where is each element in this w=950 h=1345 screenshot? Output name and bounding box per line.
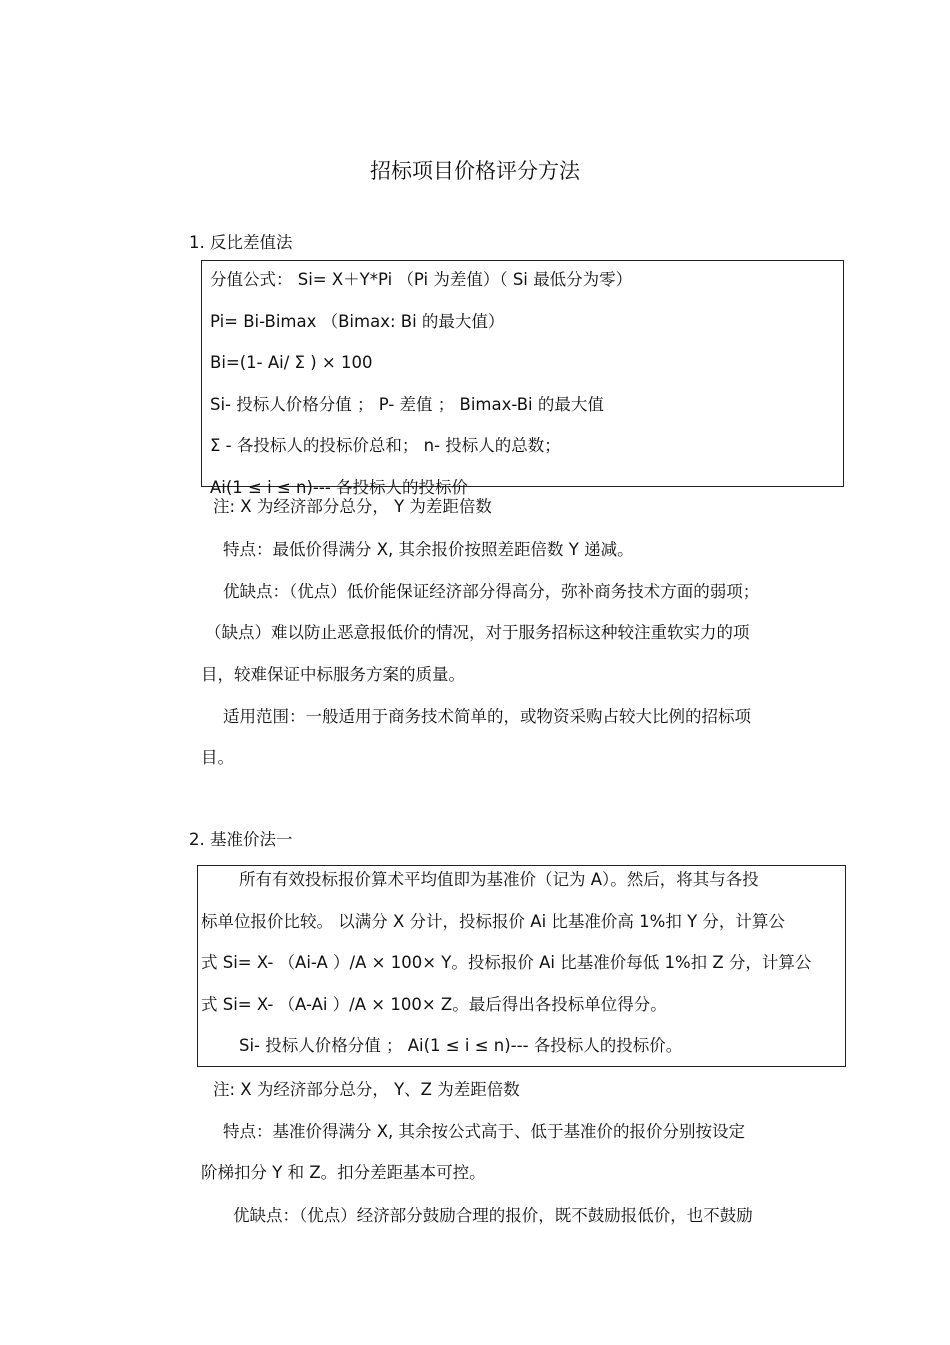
formula-line: 标单位报价比较。 以满分 X 分计，投标报价 Ai 比基准价高 1%扣 Y 分，计算公 [201, 912, 785, 931]
formula-line: Ai(1 ≤ i ≤ n)--- 各投标人的投标价 [210, 478, 469, 497]
page-title: 招标项目价格评分方法 [370, 159, 580, 183]
feature-text: 特点：最低价得满分 X, 其余报价按照差距倍数 Y 递减。 [223, 540, 634, 559]
formula-line: Σ - 各投标人的投标价总和； n- 投标人的总数； [210, 436, 561, 455]
formula-line: 式 Si= X- （Ai-A ）/A × 100× Y。投标报价 Ai 比基准价每低 1%扣 Z 分，计算公 [201, 953, 812, 972]
section-1-heading: 1. 反比差值法 [189, 233, 293, 252]
formula-line: Si- 投标人价格分值 ； Ai(1 ≤ i ≤ n)--- 各投标人的投标价。 [239, 1036, 683, 1055]
feature-text: 阶梯扣分 Y 和 Z。扣分差距基本可控。 [201, 1163, 486, 1182]
pros-cons-text: 目，较难保证中标服务方案的质量。 [201, 665, 465, 684]
pros-cons-text: （缺点）难以防止恶意报低价的情况，对于服务招标这种较注重软实力的项 [205, 623, 750, 642]
pros-cons-text: 优缺点：（优点）经济部分鼓励合理的报价，既不鼓励报低价，也不鼓励 [233, 1206, 753, 1225]
scope-text: 目。 [201, 748, 234, 767]
formula-line: 分值公式： Si= X＋Y*Pi （Pi 为差值）（ Si 最低分为零） [210, 270, 633, 289]
formula-line: 所有有效投标报价算术平均值即为基准价（记为 A）。然后，将其与各投 [239, 870, 759, 889]
formula-line: Pi= Bi-Bimax （Bimax: Bi 的最大值） [210, 312, 505, 331]
scope-text: 适用范围：一般适用于商务技术简单的，或物资采购占较大比例的招标项 [223, 707, 751, 726]
formula-line: 式 Si= X- （A-Ai ）/A × 100× Z。最后得出各投标单位得分。 [201, 995, 667, 1014]
section-2-heading: 2. 基准价法一 [189, 830, 293, 849]
pros-cons-text: 优缺点：（优点）低价能保证经济部分得高分，弥补商务技术方面的弱项； [223, 582, 760, 601]
formula-line: Bi=(1- Ai/ Σ ) × 100 [210, 353, 373, 372]
formula-line: Si- 投标人价格分值 ； P- 差值 ； Bimax-Bi 的最大值 [210, 395, 604, 414]
note-text: 注: X 为经济部分总分， Y 为差距倍数 [213, 497, 492, 516]
feature-text: 特点：基准价得满分 X, 其余按公式高于、低于基准价的报价分别按设定 [223, 1122, 746, 1141]
note-text: 注: X 为经济部分总分， Y、Z 为差距倍数 [213, 1080, 520, 1099]
